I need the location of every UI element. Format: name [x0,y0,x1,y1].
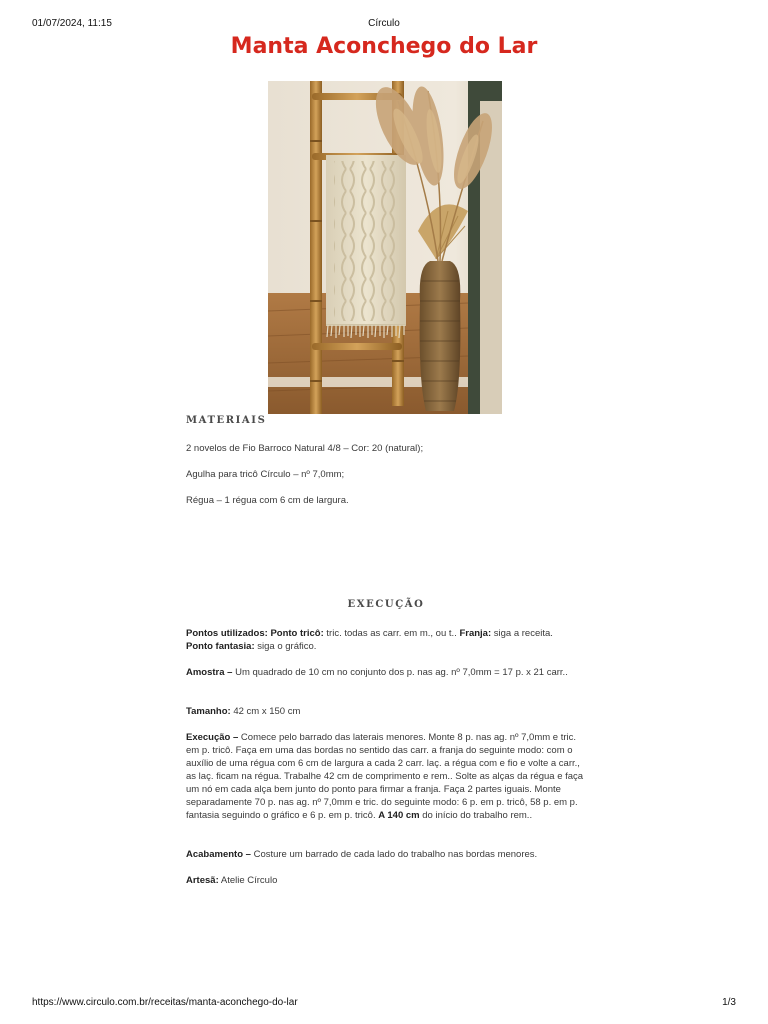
stitches-paragraph [186,627,586,653]
print-site-name: Círculo [368,18,400,29]
page-counter: 1/3 [722,997,736,1008]
print-date: 01/07/2024, 11:15 [32,18,112,29]
hero-photo [268,81,502,414]
artisan-label: Artesã: [186,875,219,886]
execution-text-end: do início do trabalho rem.. [419,810,533,821]
sample-text: Um quadrado de 10 cm no conjunto dos p. nas ag. nº 7,0mm = 17 p. x 21 carr.. [232,667,568,678]
execution-text: Comece pelo barrado das laterais menores. Monte 8 p. nas ag. nº 7,0mm e tric. em p. tricô. Faça em uma das bordas no sentido das carr. a franja do seguinte modo: com o auxílio de uma régua com 6 cm de largura a cada 2 carr. laç. a régua com e fio e volte a carr., as laç. ficam na régua. Trabalhe 42 cm de comprimento e rem.. Solte as alças da régua e faça um nó em cada alça bem junto do ponto para firmar a franja. Faça 2 partes iguais. Monte separadamente 70 p. nas ag. nº 7,0mm e tric. do seguinte modo: 6 p. em p. tricô, 58 p. em p. fantasia seguindo o gráfico e 6 p. em p. tricô. [186,732,584,821]
knit-stitch-text: tric. todas as carr. em m., ou t.. [323,628,460,639]
finishing-label: Acabamento – [186,849,251,860]
execution-label: Execução – [186,732,239,743]
execution-bold-end: A 140 cm [378,810,420,821]
fringe-label: Franja: [459,628,492,639]
artisan-paragraph [186,874,586,887]
execution-paragraph [186,731,586,822]
print-header [32,18,736,32]
size-paragraph [186,705,586,718]
execution-heading: EXECUÇÃO [347,599,425,610]
knit-stitch-label: Ponto tricô: [270,628,324,639]
sample-label: Amostra – [186,667,233,678]
fancy-stitch-label: Ponto fantasia: [186,641,255,652]
finishing-paragraph [186,848,586,861]
size-text: 42 cm x 150 cm [230,706,301,717]
fancy-stitch-text: siga o gráfico. [254,641,317,652]
fringe-text: siga a receita. [491,628,553,639]
page-title: Manta Aconchego do Lar [230,34,538,59]
finishing-text: Costure um barrado de cada lado do trabalho nas bordas menores. [250,849,538,860]
sample-paragraph [186,666,586,679]
stitches-label: Pontos utilizados: [186,628,268,639]
material-needle: Agulha para tricô Círculo – nº 7,0mm; [186,469,345,480]
size-label: Tamanho: [186,706,231,717]
artisan-text: Atelie Círculo [218,875,278,886]
print-url: https://www.circulo.com.br/receitas/manta-aconchego-do-lar [32,997,298,1008]
materials-heading: MATERIAIS [186,415,267,426]
print-footer [32,997,736,1011]
material-ruler: Régua – 1 régua com 6 cm de largura. [186,495,349,506]
material-yarn: 2 novelos de Fio Barroco Natural 4/8 – Cor: 20 (natural); [186,443,424,454]
